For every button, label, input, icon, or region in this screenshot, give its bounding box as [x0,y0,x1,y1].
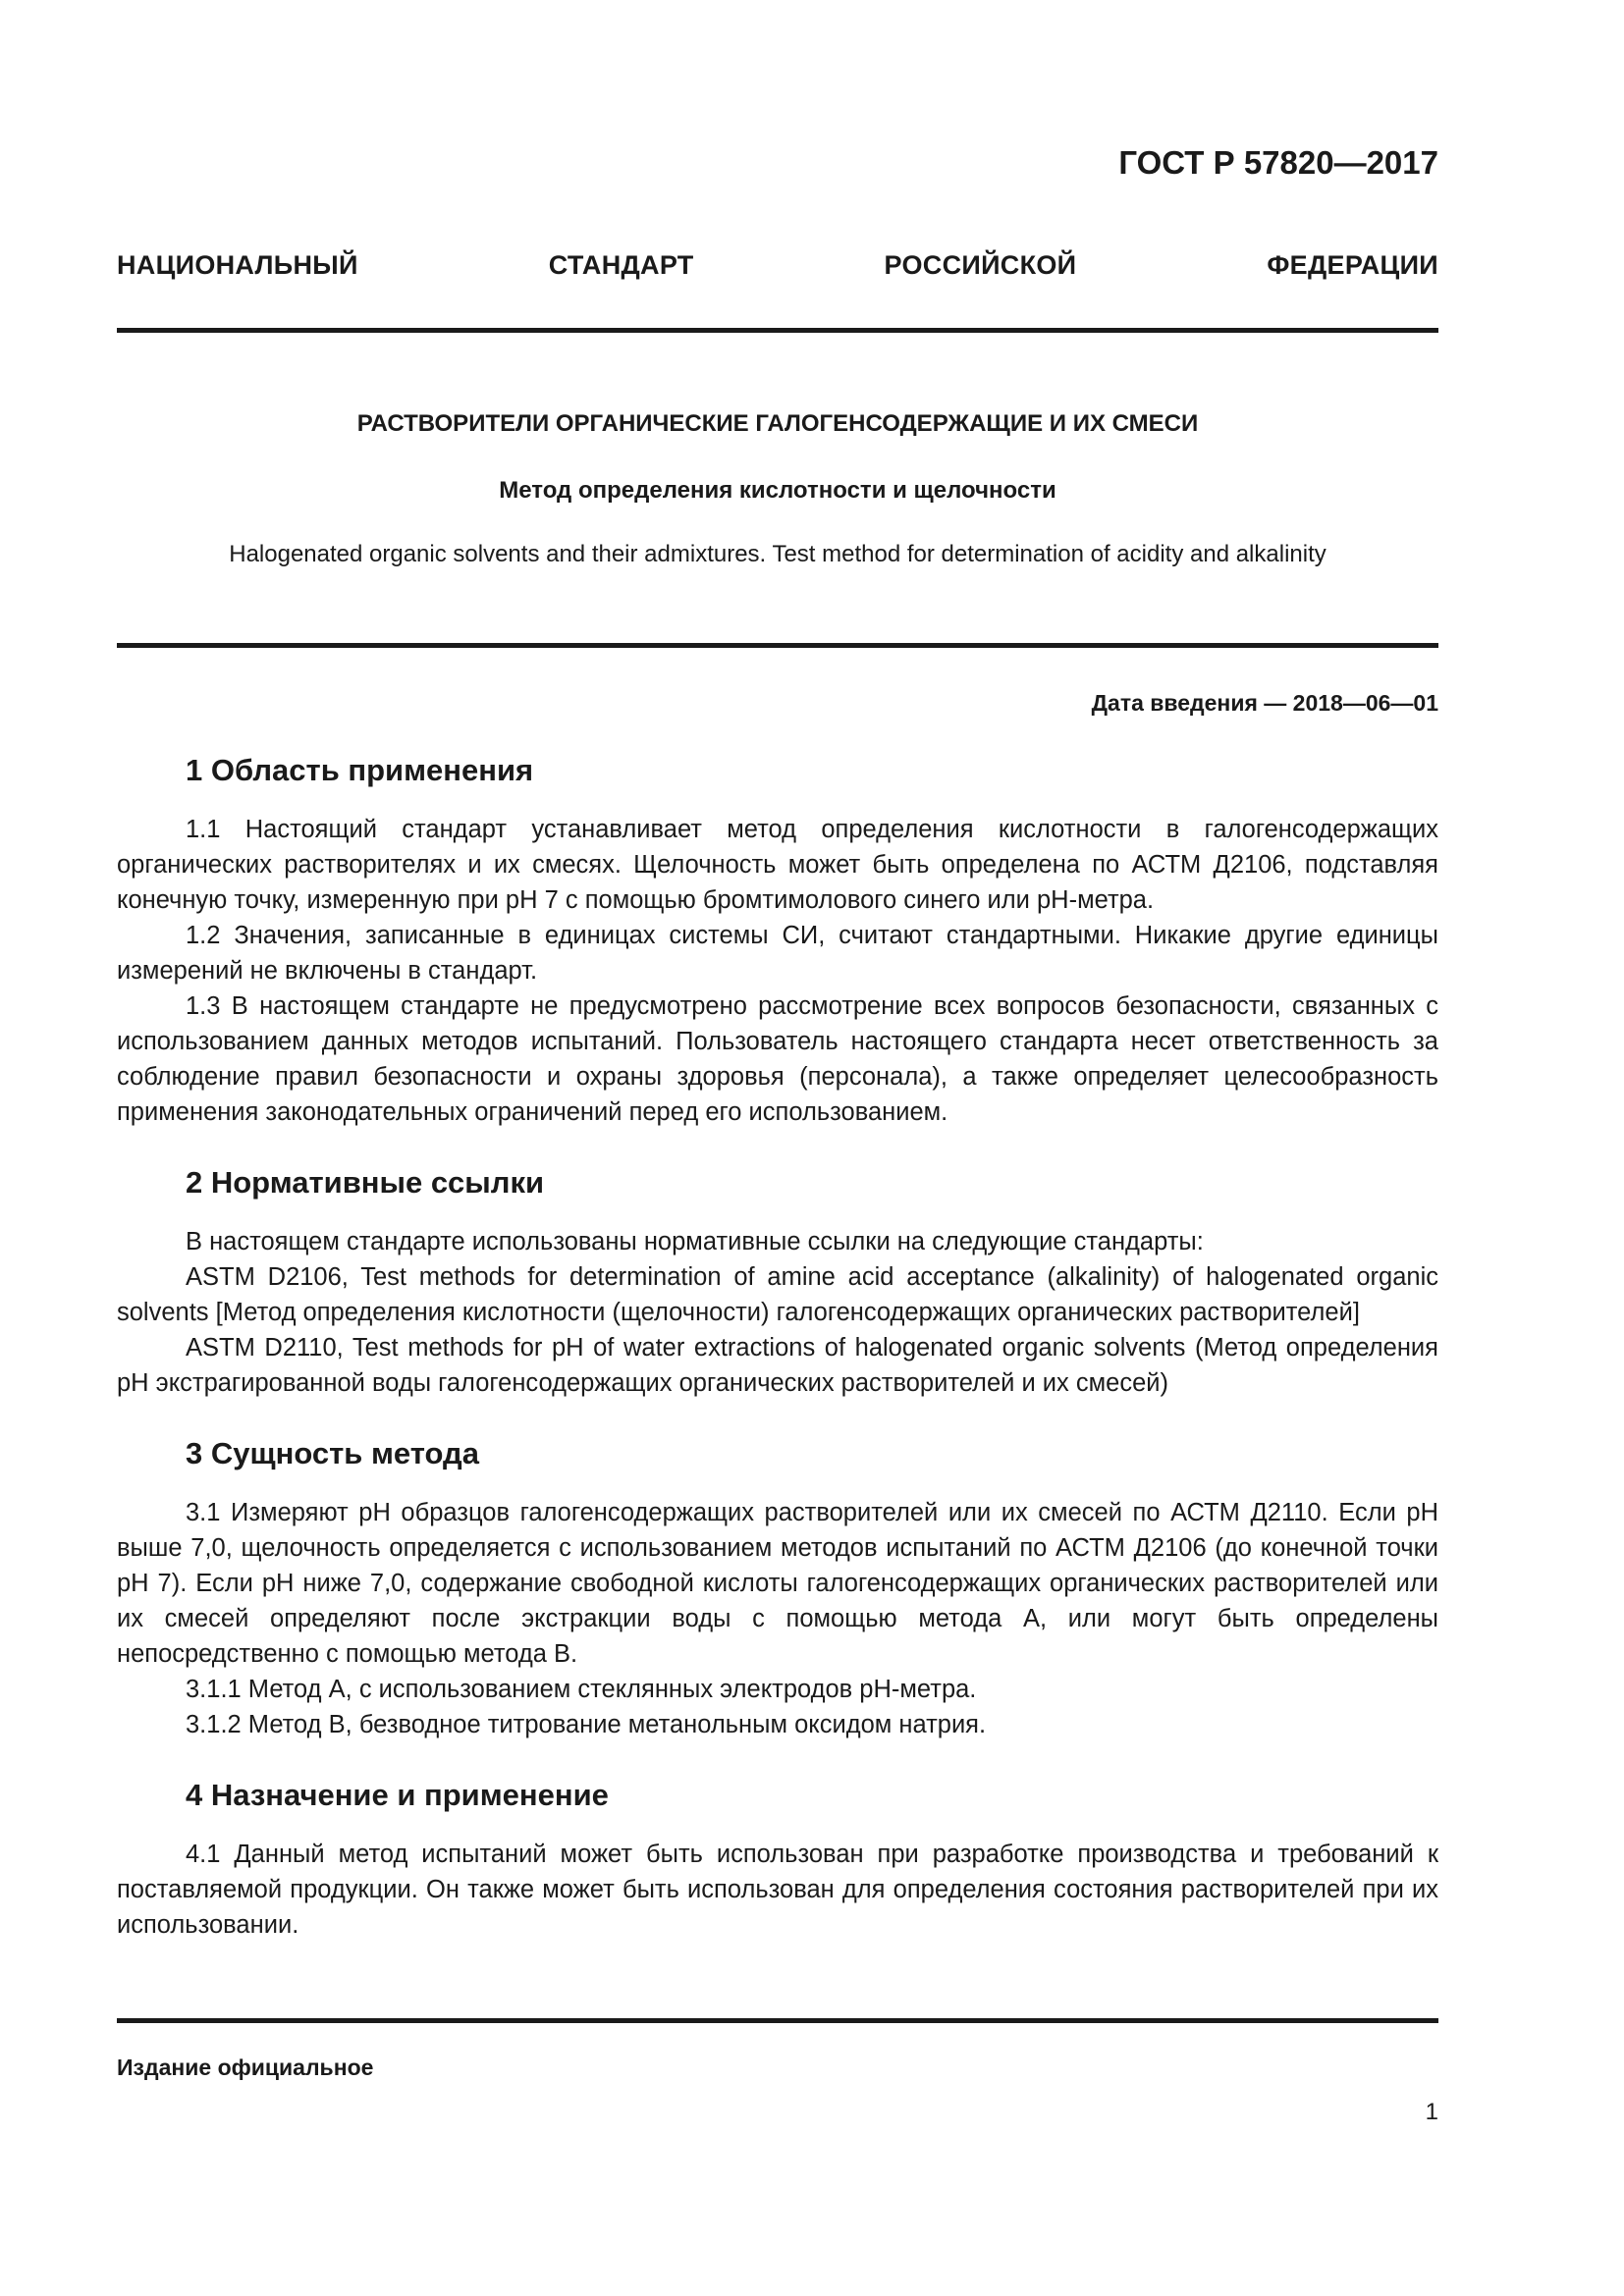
footer-divider [117,2018,1438,2023]
paragraph: 3.1.1 Метод A, с использованием стеклянных электродов pH-метра. [186,1676,977,1703]
section-heading: 3 Сущность метода [186,1436,479,1470]
paragraph: ASTM D2110, Test methods for pH of water extractions of halogenated organic solvents (Метод определения pH экстрагированной воды галогенсодержащих органических растворителей и их смесей) [117,1334,1438,1397]
paragraph: 1.3 В настоящем стандарте не предусмотрено рассмотрение всех вопросов безопасности, связанных с использованием данных методов испытаний. Пользователь настоящего стандарта несет ответственность за соблюдение правил безопасности и охраны здоровья (персонала), а также определяет целесообразность применения законодательных ограничений перед его использованием. [117,992,1438,1126]
section-normative-references [117,1163,1438,1401]
section-heading: 1 Область применения [186,753,534,787]
section-method-essence [117,1434,1438,1742]
document-title: РАСТВОРИТЕЛИ ОРГАНИЧЕСКИЕ ГАЛОГЕНСОДЕРЖАЩИЕ И ИХ СМЕСИ [356,410,1199,437]
document-body [117,751,1438,1976]
page-number: 1 [1425,2099,1438,2125]
section-heading: 4 Назначение и применение [186,1778,609,1812]
document-number: ГОСТ Р 57820—2017 [1118,144,1438,181]
paragraph: 3.1 Измеряют pH образцов галогенсодержащих растворителей или их смесей по АСТМ Д2110. Если pH выше 7,0, щелочность определяется с использованием методов испытаний по АСТМ Д2106 (до конечной точки pH 7). Если pH ниже 7,0, содержание свободной кислоты галогенсодержащих органических растворителей или их смесей определяют после экстракции воды с помощью метода A, или могут быть определены непосредственно с помощью метода B. [117,1499,1438,1668]
paragraph: ASTM D2106, Test methods for determination of amine acid acceptance (alkalinity) of halogenated organic solvents [Метод определения кислотности (щелочности) галогенсодержащих органических растворителей] [117,1263,1438,1326]
national-standard-label: НАЦИОНАЛЬНЫЙ СТАНДАРТ РОССИЙСКОЙ ФЕДЕРАЦИИ [117,250,1438,280]
document-page [117,0,1438,2296]
paragraph: 4.1 Данный метод испытаний может быть использован при разработке производства и требований к поставляемой продукции. Он также может быть использован для определения состояния растворителей при их использовании. [117,1841,1438,1939]
section-purpose [117,1776,1438,1943]
paragraph: 1.2 Значения, записанные в единицах системы СИ, считают стандартными. Никакие другие единицы измерений не включены в стандарт. [117,922,1438,985]
section-scope [117,751,1438,1130]
section-heading: 2 Нормативные ссылки [186,1165,545,1200]
document-title-english: Halogenated organic solvents and their admixtures. Test method for determination of acidity and alkalinity [229,541,1326,567]
paragraph: В настоящем стандарте использованы нормативные ссылки на следующие стандарты: [186,1228,1204,1255]
paragraph: 1.1 Настоящий стандарт устанавливает метод определения кислотности в галогенсодержащих органических растворителях и их смесях. Щелочность может быть определена по АСТМ Д2106, подставляя конечную точку, измеренную при pH 7 с помощью бромтимолового синего или pH-метра. [117,816,1438,914]
introduction-date: Дата введения — 2018—06—01 [1091,690,1438,716]
top-divider [117,328,1438,333]
paragraph: 3.1.2 Метод B, безводное титрование метанольным оксидом натрия. [186,1711,987,1738]
document-subtitle: Метод определения кислотности и щелочности [499,477,1056,504]
edition-label: Издание официальное [117,2055,374,2080]
title-divider [117,643,1438,648]
